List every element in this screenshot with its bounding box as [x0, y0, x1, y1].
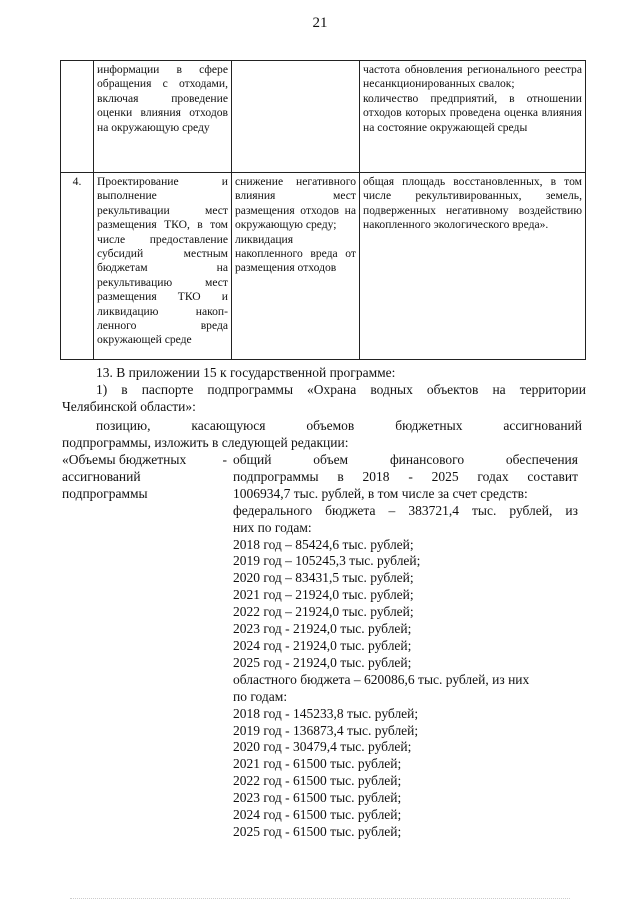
measure-cell: Проектирование и выполнение рекультивации мест размещения ТКО, в том числе предоставление субсидий местным бюджетам на рекультивацию мест размещения ТКО и ликвидацию накоп-ленного вреда окружающей среде: [94, 173, 232, 360]
federal-year-2025: 2025 год - 21924,0 тыс. рублей;: [233, 654, 412, 670]
regional-year-2024: 2024 год - 61500 тыс. рублей;: [233, 807, 402, 823]
regional-year-2021: 2021 год - 61500 тыс. рублей;: [233, 756, 402, 772]
paragraph-1-line-2: Челябинской области»:: [62, 399, 196, 414]
budget-label-line-3: подпрограммы: [62, 485, 148, 501]
budget-label: [62, 452, 227, 503]
federal-year-2023: 2023 год - 21924,0 тыс. рублей;: [233, 621, 412, 637]
budget-intro-line-1: общий объем финансового обеспечения: [233, 452, 578, 467]
row-number: [61, 61, 94, 173]
regional-year-2018: 2018 год - 145233,8 тыс. рублей;: [233, 705, 419, 721]
table-row: [61, 173, 586, 360]
federal-year-2024: 2024 год - 21924,0 тыс. рублей;: [233, 637, 412, 653]
row-number: 4.: [61, 173, 94, 360]
page-number: 21: [312, 15, 328, 31]
budget-intro-line-2: подпрограммы в 2018 - 2025 годах составит: [233, 468, 578, 484]
federal-year-2022: 2022 год – 21924,0 тыс. рублей;: [233, 604, 414, 620]
federal-year-2020: 2020 год – 83431,5 тыс. рублей;: [233, 570, 414, 586]
measures-table: [60, 60, 586, 360]
regional-year-2025: 2025 год - 61500 тыс. рублей;: [233, 823, 402, 839]
budget-label-dash: -: [222, 452, 227, 467]
table-row: [61, 61, 586, 173]
indicator-cell: общая площадь восстановленных, в том числе рекультивированных, земель, подверженных негативному воздействию накопленного экологического вреда».: [360, 173, 586, 360]
paragraph-position-line-1: позицию, касающуюся объемов бюджетных ассигнований: [96, 418, 582, 433]
federal-year-2021: 2021 год – 21924,0 тыс. рублей;: [233, 587, 414, 603]
regional-budget-line-1: областного бюджета – 620086,6 тыс. рублей, из них: [233, 671, 530, 687]
federal-budget-years: [233, 537, 578, 672]
budget-intro-line-3: 1006934,7 тыс. рублей, в том числе за счет средств:: [233, 485, 528, 501]
page-bottom-rule: [70, 898, 570, 899]
federal-year-2019: 2019 год – 105245,3 тыс. рублей;: [233, 553, 421, 569]
paragraph-13: 13. В приложении 15 к государственной программе:: [96, 365, 396, 380]
regional-budget-line-2: по годам:: [233, 688, 288, 704]
indicator-cell: частота обновления регионального реестра несанкционированных свалок; количество предприятий, в отношении отходов которых проведена оценка влияния на состояние окружающей среды: [360, 61, 586, 173]
budget-description: [233, 452, 578, 841]
paragraph-1-line-1: 1) в паспорте подпрограммы «Охрана водных объектов на территории: [96, 382, 586, 397]
regional-year-2022: 2022 год - 61500 тыс. рублей;: [233, 773, 402, 789]
regional-year-2019: 2019 год - 136873,4 тыс. рублей;: [233, 722, 419, 738]
budget-label-line-2: ассигнований: [62, 468, 141, 484]
paragraph-position-line-2: подпрограммы, изложить в следующей редакции:: [62, 435, 349, 450]
result-cell: снижение негативного влияния мест размещения отходов на окружающую среду; ликвидация накопленного вреда от размещения отходов: [232, 173, 360, 360]
regional-year-2023: 2023 год - 61500 тыс. рублей;: [233, 790, 402, 806]
federal-budget-line-2: них по годам:: [233, 519, 312, 535]
regional-budget-years: [233, 706, 578, 841]
federal-budget-line-1: федерального бюджета – 383721,4 тыс. рублей, из: [233, 502, 578, 518]
regional-year-2020: 2020 год - 30479,4 тыс. рублей;: [233, 739, 412, 755]
budget-label-line-1: «Объемы бюджетных: [62, 452, 187, 467]
result-cell: [232, 61, 360, 173]
federal-year-2018: 2018 год – 85424,6 тыс. рублей;: [233, 536, 414, 552]
measure-cell: информации в сфере обращения с отходами, включая проведение оценки влияния отходов на окружающую среду: [94, 61, 232, 173]
